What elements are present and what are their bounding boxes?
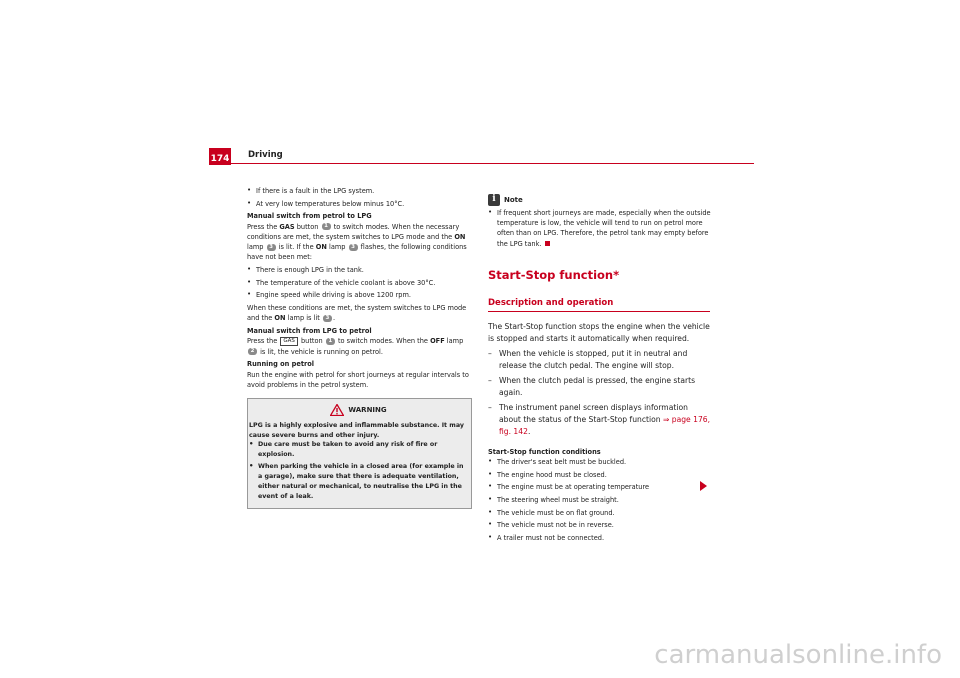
dash-item: – When the vehicle is stopped, put it in neutral and release the clutch pedal. The engine will stop. [488, 348, 688, 370]
condition-item: • The vehicle must be on flat ground. [488, 507, 615, 517]
bullet-icon: • [247, 277, 252, 286]
condition-item: • The steering wheel must be straight. [488, 495, 619, 504]
warning-box [247, 398, 472, 509]
warning-label: WARNING [348, 405, 387, 414]
warning-header [248, 399, 469, 421]
right-column [488, 193, 712, 546]
conditions-heading: Start-Stop function conditions [488, 447, 601, 456]
bullet-item: • If there is a fault in the LPG system. [247, 186, 375, 195]
condition-item: • The engine must be at operating temperature [488, 482, 650, 492]
bullet-icon: • [249, 440, 254, 449]
manual-lpg-heading: Manual switch from petrol to LPG [247, 212, 372, 221]
callout-2-icon: 2 [248, 348, 257, 355]
subsection-rule [488, 311, 710, 312]
manual-lpg-paragraph: Press the GAS button 1 to switch modes. When the necessary conditions are met, the system switches to LPG mode and the ON lamp 3 is lit. If the ON lamp 3 flashes, the following conditions have not been met: [247, 222, 467, 262]
note-label: Note [504, 195, 523, 204]
condition-item: • The engine hood must be closed. [488, 469, 607, 479]
when-met-paragraph: When these conditions are met, the system switches to LPG mode and the ON lamp is lit 3 . [247, 304, 467, 323]
bullet-icon: • [488, 495, 493, 503]
running-petrol-text: Run the engine with petrol for short journeys at regular intervals to avoid problems in the petrol system. [247, 370, 469, 389]
warning-body [248, 421, 469, 502]
callout-3-icon: 3 [349, 244, 358, 251]
bullet-item: • Engine speed while driving is above 1200 rpm. [247, 290, 411, 300]
callout-1-icon: 1 [326, 338, 335, 345]
bullet-icon: • [488, 507, 493, 516]
watermark: carmanualsonline.info [654, 640, 942, 670]
note-header [488, 193, 712, 207]
dash-item: – When the clutch pedal is pressed, the engine starts again. [488, 375, 696, 398]
page-reference-link[interactable]: ⇒ page 176, fig. 142 [499, 415, 711, 437]
condition-item: • A trailer must not be connected. [488, 533, 605, 543]
left-column [247, 186, 472, 509]
callout-3-icon: 3 [323, 315, 332, 322]
continue-arrow-icon[interactable] [700, 481, 707, 491]
warning-intro: LPG is a highly explosive and inflammable substance. It may cause severe burns and other injury. [249, 421, 464, 439]
note-bullet: • If frequent short journeys are made, especially when the outside temperature is low, the vehicle will tend to run on petrol more often than on LPG. Therefore, the petrol tank may empty before the LPG tank. [488, 208, 711, 248]
header-rule [231, 163, 754, 164]
bullet-item: • There is enough LPG in the tank. [247, 265, 364, 275]
bullet-icon: • [247, 186, 252, 194]
bullet-icon: • [488, 533, 493, 542]
warning-bullet: • Due care must be taken to avoid any risk of fire or explosion. [249, 440, 438, 459]
callout-3-icon: 3 [267, 244, 276, 251]
warning-triangle-icon [330, 404, 344, 416]
bullet-item: • The temperature of the vehicle coolant is above 30°C. [247, 277, 436, 287]
bullet-icon: • [488, 456, 493, 465]
bullet-item: • At very low temperatures below minus 10°C. [247, 198, 405, 208]
bullet-icon: • [247, 265, 252, 274]
manual-petrol-paragraph: Press the GAS button 1 to switch modes. When the OFF lamp 2 is lit, the vehicle is running on petrol. [247, 337, 464, 356]
note-info-icon: i [488, 194, 500, 206]
bullet-icon: • [249, 462, 254, 471]
section-title: Start-Stop function* [488, 267, 620, 282]
dash-item: – The instrument panel screen displays information about the status of the Start-Stop function ⇒ page 176, fig. 142. [488, 403, 711, 437]
bullet-icon: • [488, 208, 493, 216]
bullet-icon: • [488, 520, 493, 529]
callout-1-icon: 1 [322, 223, 331, 230]
warning-bullet: • When parking the vehicle in a closed area (for example in a garage), make sure that there is adequate ventilation, either natural or mechanical, to neutralise the LPG in the event of a leak. [249, 462, 464, 500]
chapter-title: Driving [248, 150, 283, 160]
bullet-icon: • [488, 482, 493, 491]
gas-key-icon: GAS [280, 337, 298, 346]
end-of-section-icon [545, 241, 550, 246]
bullet-icon: • [247, 198, 252, 207]
intro-paragraph: The Start-Stop function stops the engine when the vehicle is stopped and starts it automatically when required. [488, 321, 710, 343]
running-petrol-heading: Running on petrol [247, 360, 315, 369]
bullet-icon: • [488, 469, 493, 478]
page-number: 174 [209, 148, 231, 165]
condition-item: • The vehicle must not be in reverse. [488, 520, 614, 530]
subsection-title: Description and operation [488, 297, 614, 308]
bullet-icon: • [247, 290, 252, 299]
manual-petrol-heading: Manual switch from LPG to petrol [247, 327, 372, 336]
condition-item: • The driver's seat belt must be buckled. [488, 456, 627, 466]
